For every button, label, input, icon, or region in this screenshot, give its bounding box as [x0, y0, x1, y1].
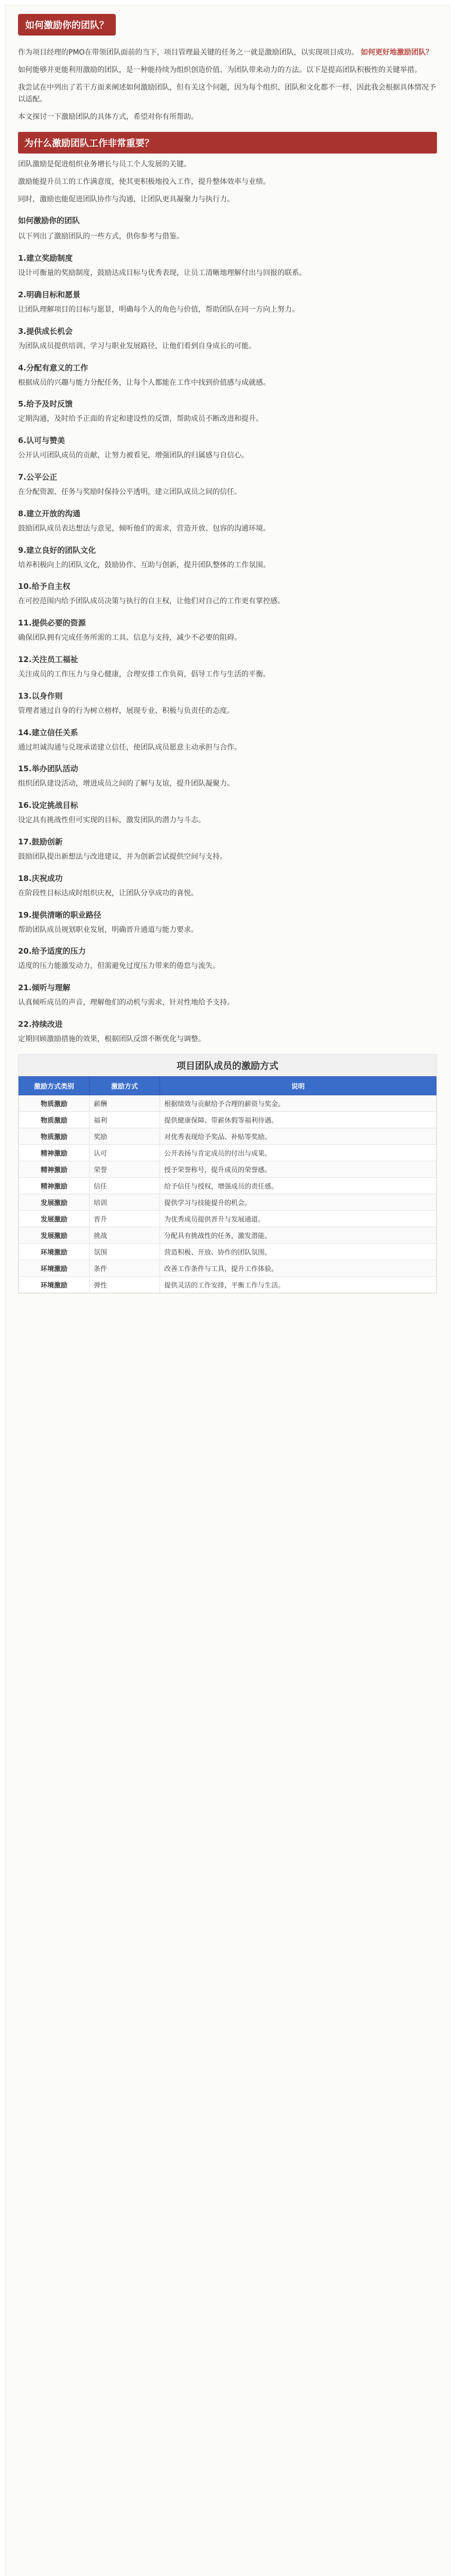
intro-highlight: 如何更好地激励团队？: [361, 48, 433, 57]
intro-paragraph-3: 我尝试在中列出了若干方面来阐述如何激励团队，但有关这个问题，因为每个组织、团队和文化都不一样，因此我会根据具体情况予以适配。: [18, 83, 436, 104]
table-row: [19, 1144, 436, 1161]
table-row: [19, 1128, 436, 1144]
item-16-text: 设定具有挑战性但可实现的目标，激发团队的潜力与斗志。: [18, 816, 205, 825]
table-row: [19, 1095, 436, 1111]
item-22-text: 定期回顾激励措施的效果，根据团队反馈不断优化与调整。: [18, 1035, 205, 1043]
incentive-table: [18, 1054, 437, 1294]
item-13-title: 13.以身作则: [18, 691, 63, 701]
cell-category: 发展激励: [19, 1227, 90, 1243]
item-4-text: 根据成员的兴趣与能力分配任务，让每个人都能在工作中找到价值感与成就感。: [18, 378, 270, 387]
item-22-title: 22.持续改进: [18, 1019, 63, 1029]
cell-desc: 改善工作条件与工具，提升工作体验。: [160, 1260, 436, 1276]
item-2-title: 2.明确目标和愿景: [18, 290, 81, 299]
item-17-title: 17.鼓励创新: [18, 837, 63, 846]
cell-category: 物质激励: [19, 1095, 90, 1111]
item-20-text: 适度的压力能激发动力，但需避免过度压力带来的倦怠与流失。: [18, 962, 220, 971]
item-9-text: 培养积极向上的团队文化，鼓励协作、互助与创新，提升团队整体的工作氛围。: [18, 561, 270, 569]
cell-category: 环境激励: [19, 1243, 90, 1260]
item-7-text: 在分配资源、任务与奖励时保持公平透明，建立团队成员之间的信任。: [18, 487, 241, 496]
cell-category: 环境激励: [19, 1276, 90, 1293]
table-row: [19, 1210, 436, 1227]
item-10-text: 在可控范围内给予团队成员决策与执行的自主权，让他们对自己的工作更有掌控感。: [18, 597, 285, 606]
cell-category: 精神激励: [19, 1161, 90, 1177]
item-14-title: 14.建立信任关系: [18, 727, 78, 737]
page-title-badge: 如何激励你的团队？: [18, 14, 116, 36]
item-8-title: 8.建立开放的沟通: [18, 509, 81, 518]
item-16-title: 16.设定挑战目标: [18, 801, 78, 810]
table-row: [19, 1243, 436, 1260]
cell-category: 精神激励: [19, 1144, 90, 1161]
cell-desc: 提供健康保障、带薪休假等福利待遇。: [160, 1111, 436, 1128]
cell-method: 信任: [90, 1177, 160, 1194]
why-paragraph-4: 以下列出了激励团队的一些方式，供你参考与借鉴。: [18, 232, 184, 241]
item-8-text: 鼓励团队成员表达想法与意见，倾听他们的需求，营造开放、包容的沟通环境。: [18, 524, 270, 533]
content: [6, 6, 449, 1302]
cell-desc: 根据绩效与贡献给予合理的薪资与奖金。: [160, 1095, 436, 1111]
section-how-title: 如何激励你的团队: [18, 216, 80, 226]
cell-desc: 公开表扬与肯定成员的付出与成果。: [160, 1144, 436, 1161]
item-11-text: 确保团队拥有完成任务所需的工具、信息与支持，减少不必要的阻碍。: [18, 634, 241, 642]
cell-method: 奖励: [90, 1128, 160, 1144]
table-row: [19, 1260, 436, 1276]
item-11-title: 11.提供必要的资源: [18, 618, 86, 628]
cell-method: 荣誉: [90, 1161, 160, 1177]
cell-desc: 提供学习与技能提升的机会。: [160, 1194, 436, 1210]
item-6-text: 公开认可团队成员的贡献，让努力被看见，增强团队的归属感与自信心。: [18, 451, 249, 460]
cell-method: 氛围: [90, 1243, 160, 1260]
table-body: [19, 1095, 436, 1293]
item-13-text: 管理者通过自身的行为树立榜样，展现专业、积极与负责任的态度。: [18, 706, 234, 715]
item-5-text: 定期沟通，及时给予正面的肯定和建设性的反馈，帮助成员不断改进和提升。: [18, 415, 263, 423]
cell-method: 挑战: [90, 1227, 160, 1243]
cell-method: 条件: [90, 1260, 160, 1276]
item-6-title: 6.认可与赞美: [18, 436, 65, 446]
item-15-title: 15.举办团队活动: [18, 764, 78, 774]
item-9-title: 9.建立良好的团队文化: [18, 545, 96, 555]
item-2-text: 让团队理解项目的目标与愿景，明确每个人的角色与价值，帮助团队在同一方向上努力。: [18, 305, 299, 314]
cell-method: 薪酬: [90, 1095, 160, 1111]
page: [5, 5, 450, 2576]
cell-category: 环境激励: [19, 1260, 90, 1276]
item-15-text: 组织团队建设活动，增进成员之间的了解与友谊，提升团队凝聚力。: [18, 779, 234, 788]
table-head: [19, 1076, 436, 1095]
item-21-title: 21.倾听与理解: [18, 983, 71, 993]
table-row: [19, 1227, 436, 1243]
cell-desc: 提供灵活的工作安排，平衡工作与生活。: [160, 1276, 436, 1293]
item-18-text: 在阶段性目标达成时组织庆祝，让团队分享成功的喜悦。: [18, 889, 198, 897]
cell-desc: 给予信任与授权，增强成员的责任感。: [160, 1177, 436, 1194]
cell-desc: 授予荣誉称号，提升成员的荣誉感。: [160, 1161, 436, 1177]
table: [19, 1076, 436, 1293]
item-3-text: 为团队成员提供培训、学习与职业发展路径，让他们看到自身成长的可能。: [18, 342, 256, 350]
cell-method: 培训: [90, 1194, 160, 1210]
cell-desc: 营造积极、开放、协作的团队氛围。: [160, 1243, 436, 1260]
item-3-title: 3.提供成长机会: [18, 326, 73, 336]
cell-method: 福利: [90, 1111, 160, 1128]
cell-desc: 为优秀成员提供晋升与发展通道。: [160, 1210, 436, 1227]
cell-category: 发展激励: [19, 1194, 90, 1210]
items-section: [18, 252, 437, 1046]
table-title: 项目团队成员的激励方式: [19, 1055, 436, 1076]
intro-paragraph-4: 本文探讨一下激励团队的具体方式，希望对你有所帮助。: [18, 113, 198, 122]
table-row: [19, 1161, 436, 1177]
cell-method: 弹性: [90, 1276, 160, 1293]
cell-method: 认可: [90, 1144, 160, 1161]
intro-paragraph-1: [18, 47, 437, 59]
item-10-title: 10.给予自主权: [18, 582, 71, 591]
item-1-text: 设计可衡量的奖励制度，鼓励达成目标与优秀表现，让员工清晰地理解付出与回报的联系。: [18, 269, 306, 278]
item-1-title: 1.建立奖励制度: [18, 253, 73, 263]
table-row: [19, 1177, 436, 1194]
header-desc: 说明: [160, 1076, 436, 1095]
section-why-band: 为什么激励团队工作非常重要？: [18, 132, 437, 154]
item-12-text: 关注成员的工作压力与身心健康，合理安排工作负荷，倡导工作与生活的平衡。: [18, 670, 270, 679]
cell-category: 发展激励: [19, 1210, 90, 1227]
cell-category: 物质激励: [19, 1111, 90, 1128]
item-21-text: 认真倾听成员的声音，理解他们的动机与需求，针对性地给予支持。: [18, 998, 234, 1007]
cell-category: 物质激励: [19, 1128, 90, 1144]
item-19-title: 19.提供清晰的职业路径: [18, 910, 101, 920]
intro-paragraph-2: 如何能够并更能利用激励的团队，是一种能持续为组织创造价值、为团队带来动力的方法。以下是提高团队积极性的关键举措。: [18, 65, 422, 74]
cell-category: 精神激励: [19, 1177, 90, 1194]
intro-text-1: 作为项目经理的PMO在带领团队面前的当下，项目管理最关键的任务之一就是激励团队，以实现项目成功。: [18, 48, 359, 57]
cell-desc: 分配具有挑战性的任务，激发潜能。: [160, 1227, 436, 1243]
header-method: 激励方式: [90, 1076, 160, 1095]
why-paragraph-3: 同时，激励也能促进团队协作与沟通，让团队更具凝聚力与执行力。: [18, 195, 234, 204]
item-7-title: 7.公平公正: [18, 472, 58, 482]
item-19-text: 帮助团队成员规划职业发展，明确晋升通道与能力要求。: [18, 925, 198, 934]
item-5-title: 5.给予及时反馈: [18, 399, 73, 409]
item-14-text: 通过坦诚沟通与兑现承诺建立信任，使团队成员愿意主动承担与合作。: [18, 743, 241, 752]
item-12-title: 12.关注员工福祉: [18, 654, 78, 664]
item-4-title: 4.分配有意义的工作: [18, 363, 89, 372]
item-20-title: 20.给予适度的压力: [18, 946, 86, 956]
item-18-title: 18.庆祝成功: [18, 873, 63, 883]
why-paragraph-2: 激励能提升员工的工作满意度，使其更积极地投入工作，提升整体效率与业绩。: [18, 177, 270, 186]
table-row: [19, 1111, 436, 1128]
item-17-text: 鼓励团队提出新想法与改进建议，并为创新尝试提供空间与支持。: [18, 852, 227, 861]
cell-method: 晋升: [90, 1210, 160, 1227]
table-header-row: [19, 1076, 436, 1095]
cell-desc: 对优秀表现给予奖品、补贴等奖励。: [160, 1128, 436, 1144]
table-row: [19, 1194, 436, 1210]
table-row: [19, 1276, 436, 1293]
why-paragraph-1: 团队激励是促进组织业务增长与员工个人发展的关键。: [18, 160, 191, 168]
header-category: 激励方式类别: [19, 1076, 90, 1095]
